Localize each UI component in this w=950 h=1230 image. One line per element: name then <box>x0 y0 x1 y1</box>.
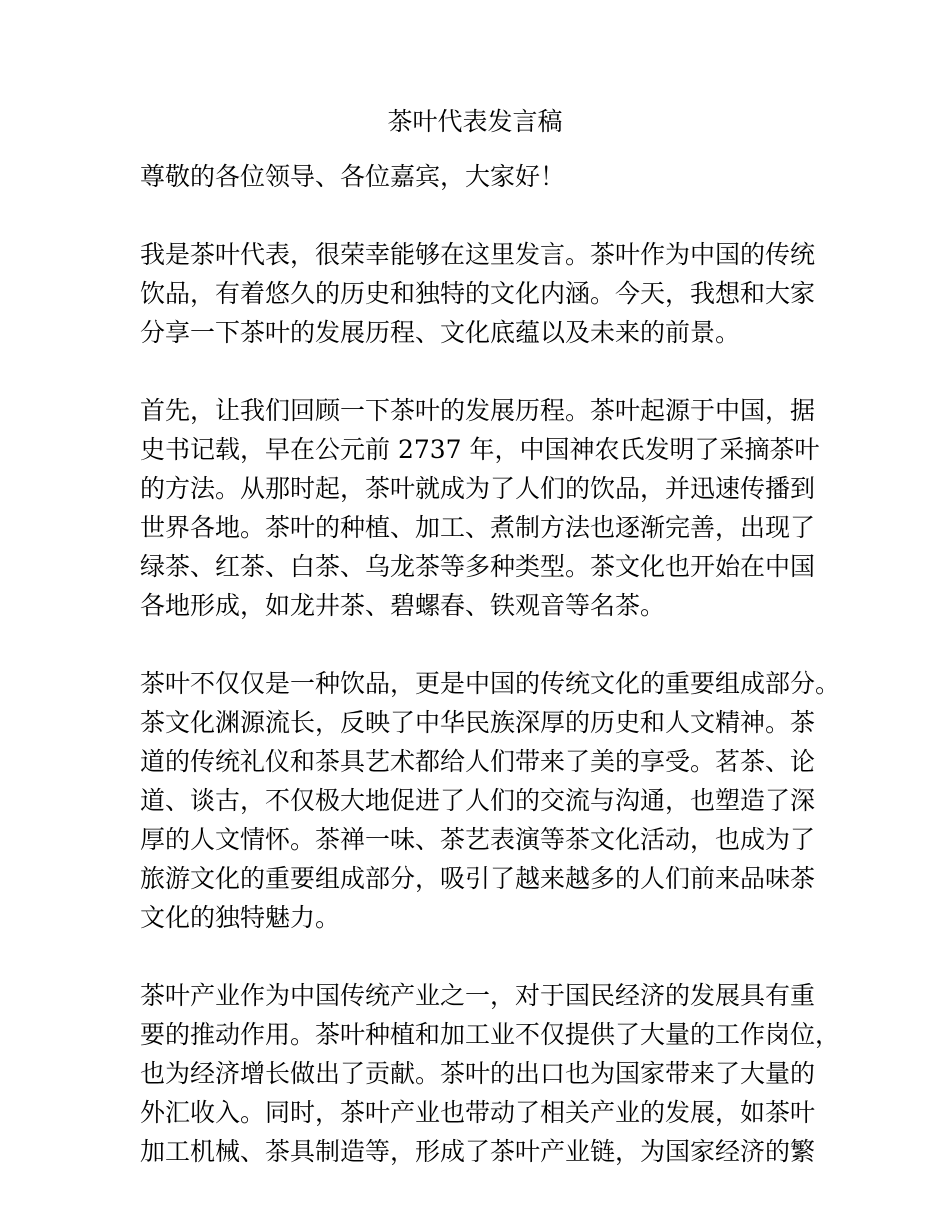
text-line: 我是茶叶代表，很荣幸能够在这里发言。茶叶作为中国的传统 <box>140 240 816 269</box>
paragraph-history <box>140 391 840 625</box>
text-line: 厚的人文情怀。茶禅一味、茶艺表演等茶文化活动，也成为了 <box>140 825 816 854</box>
text-line: 各地形成，如龙井茶、碧螺春、铁观音等名茶。 <box>140 591 666 620</box>
document-body <box>140 157 840 1210</box>
text-line: 加工机械、茶具制造等，形成了茶叶产业链，为国家经济的繁 <box>140 1137 816 1166</box>
page-title: 茶叶代表发言稿 <box>387 107 563 136</box>
paragraph-introduction <box>140 235 840 352</box>
text-line: 文化的独特魅力。 <box>140 903 341 932</box>
text-line: 道、谈古，不仅极大地促进了人们的交流与沟通，也塑造了深 <box>140 786 816 815</box>
text-line: 绿茶、红茶、白茶、乌龙茶等多种类型。茶文化也开始在中国 <box>140 552 816 581</box>
text-line: 茶叶不仅仅是一种饮品，更是中国的传统文化的重要组成部分。 <box>140 669 841 698</box>
text-line: 的方法。从那时起，茶叶就成为了人们的饮品，并迅速传播到 <box>140 474 816 503</box>
text-line: 也为经济增长做出了贡献。茶叶的出口也为国家带来了大量的 <box>140 1059 816 1088</box>
text-line: 旅游文化的重要组成部分，吸引了越来越多的人们前来品味茶 <box>140 864 816 893</box>
paragraph-industry <box>140 976 840 1171</box>
text-line: 史书记载，早在公元前 2737 年，中国神农氏发明了采摘茶叶 <box>140 435 820 464</box>
text-line: 茶叶产业作为中国传统产业之一，对于国民经济的发展具有重 <box>140 981 816 1010</box>
text-line: 道的传统礼仪和茶具艺术都给人们带来了美的享受。茗茶、论 <box>140 747 816 776</box>
text-line: 茶文化渊源流长，反映了中华民族深厚的历史和人文精神。茶 <box>140 708 816 737</box>
text-line: 首先，让我们回顾一下茶叶的发展历程。茶叶起源于中国，据 <box>140 396 816 425</box>
paragraph-culture <box>140 664 840 937</box>
paragraph-greeting <box>140 157 840 196</box>
text-line: 饮品，有着悠久的历史和独特的文化内涵。今天，我想和大家 <box>140 279 816 308</box>
text-line: 要的推动作用。茶叶种植和加工业不仅提供了大量的工作岗位， <box>140 1020 841 1049</box>
text-line: 世界各地。茶叶的种植、加工、煮制方法也逐渐完善，出现了 <box>140 513 816 542</box>
text-line: 尊敬的各位领导、各位嘉宾，大家好！ <box>140 162 566 191</box>
text-line: 外汇收入。同时，茶叶产业也带动了相关产业的发展，如茶叶 <box>140 1098 816 1127</box>
text-line: 分享一下茶叶的发展历程、文化底蕴以及未来的前景。 <box>140 318 741 347</box>
